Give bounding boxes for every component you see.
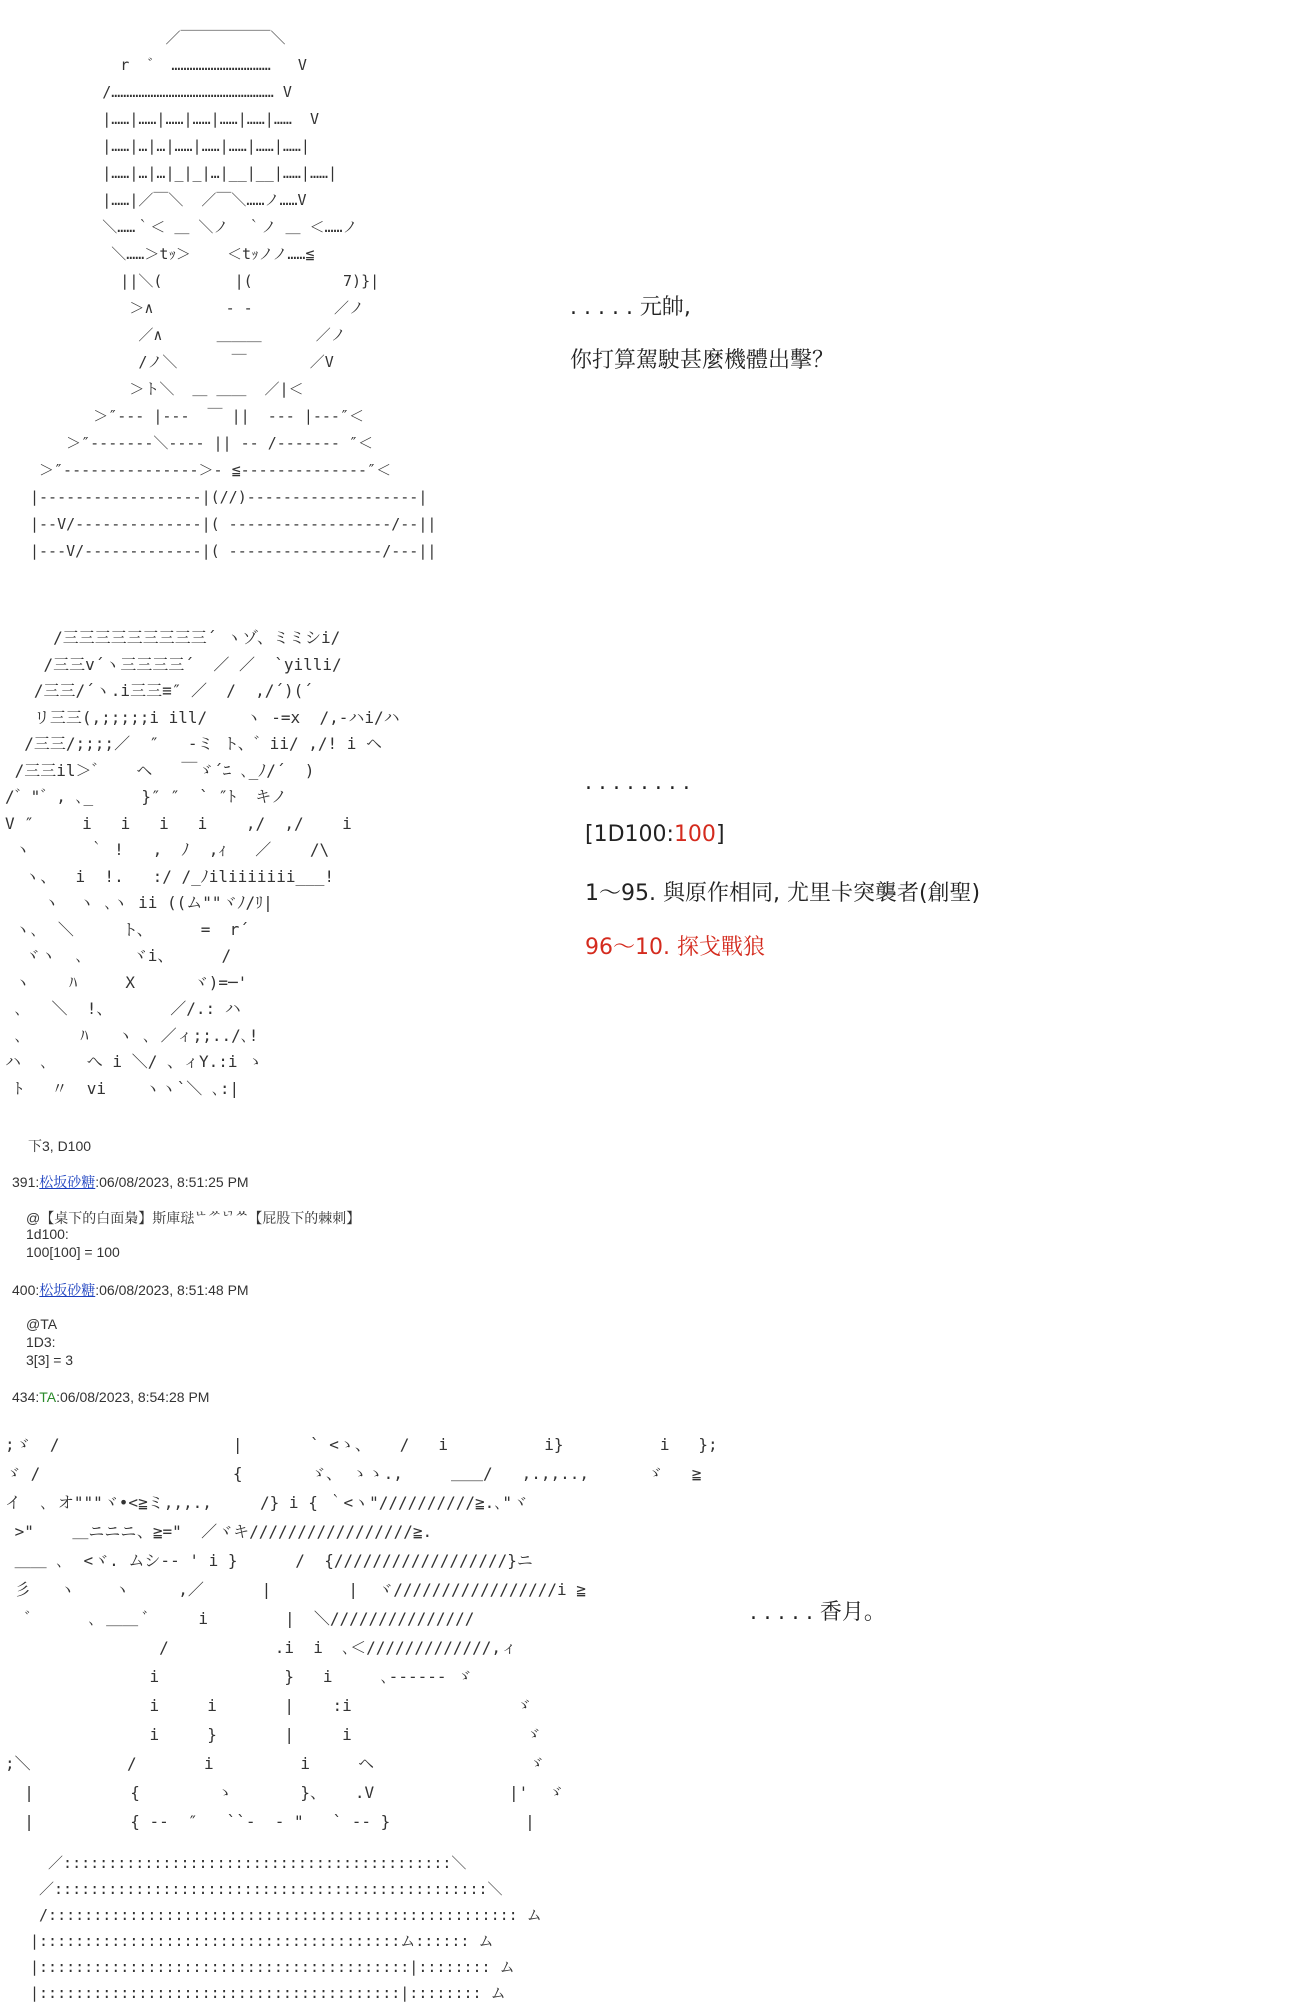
roll-option-1: 1～95. 與原作相同, 尤里卡突襲者(創聖) (585, 881, 981, 906)
post-date: :06/08/2023, 8:51:48 PM (95, 1282, 249, 1298)
ascii-art-character-standing: ;ゞ / | ` <ゝ、 / i i} i }; ゞ / { ゞ、 ゝゝ., ＿＿/ ,.,,.., ゞ ≧ イ ､ オ"""ヾ•<≧ミ,,,., /} i { ｀<ヽ"//////////≧.､"ヾ >" ＿ニニニ、≧=" ／ヾキ/////////////////≧. ＿＿ ､ <ヾ. ムシ-- ' i } / {//////////////////}ニ 彡 ヽ ヽ ,／ | | ヾ/////////////////i ≧ ゛ ､ ＿＿ ﾞ i | ＼/////////////// / .i i ､＜/////////////,ィ i } i ､------ ゞ i i | :i ゞ i } | i ゞ ;＼ / i i ヘ ゞ | { ゝ }、 .V |' ゞ | { -- ″ ``- - " ` -- } | (5, 1435, 718, 1831)
post-400-dice: 1D3: (26, 1334, 56, 1350)
roll-note: 下3, D100 (28, 1138, 92, 1154)
post-number: 400: (12, 1282, 40, 1298)
post-391-header (12, 1172, 249, 1192)
dice-roll-label: [1D100: (585, 822, 674, 847)
dialogue-question: 你打算駕駛甚麼機體出擊？ (570, 348, 835, 373)
ascii-art-marshal-portrait: ／￣￣￣￣￣￣＼ r ゛ …………………………… V /……………………………………………… V |……|……|……|……|……|……|…… V |……|…|…|……|……|……|……|……| |……|…|…|_|_|…|__|__|……|……| |……|／￣＼ ／￣＼……ノ……V ＼……｀＜ ＿ ＼ノ ｀ノ ＿ ＜……ノ ＼……＞tｯ＞ ＜tｯノノ……≦ ||＼( |( 7)}| ＞∧ - - ／ノ ／∧ ＿＿＿ ／ノ /ノ＼ ￣ ／V ＞ト＼ ＿ ＿＿ ／|＜ ＞″--- |--- ￣ || --- |---″＜ ＞″-------＼---- || -- /------- ″＜ ＞″---------------＞- ≦--------------″＜ |------------------|(//)-------------------| |--V/--------------|( ------------------/--|| |---V/-------------|( -----------------/---|| (30, 29, 437, 560)
post-400-body: @TA (26, 1316, 58, 1332)
post-400-header (12, 1280, 249, 1300)
post-434-header (12, 1389, 209, 1405)
post-number: 434: (12, 1389, 40, 1405)
roll-option-2: 96～10. 探戈戰狼 (585, 935, 765, 960)
dialogue-ellipsis: . . . . . . . . (585, 770, 690, 795)
post-user-name: TA (39, 1389, 57, 1405)
dialogue-marshal: . . . . . 元帥, (570, 295, 691, 320)
dice-roll-close: ] (715, 822, 725, 847)
post-number: 391: (12, 1174, 40, 1190)
dice-roll-line (585, 822, 725, 847)
ascii-art-hair-top: ／:::::::::::::::::::::::::::::::::::::::::::＼ ／::::::::::::::::::::::::::::::::::::::::::::::::＼ /:::::::::::::::::::::::::::::::::::::::::::::::::::: ム |::::::::::::::::::::::::::::::::::::::::ム:::::: ム |:::::::::::::::::::::::::::::::::::::::::|:::::::: ム |::::::::::::::::::::::::::::::::::::::::|:::::::: ム (30, 1854, 542, 2002)
post-date: :06/08/2023, 8:51:25 PM (95, 1174, 249, 1190)
post-391-body: @【桌下的白面梟】斯庫琺ᄔᄽᄓᄊ【屁股下的棘刺】 (26, 1210, 361, 1226)
dialogue-kazuki: . . . . . 香月。 (750, 1600, 886, 1625)
post-400-result: 3[3] = 3 (26, 1352, 74, 1368)
post-391-result: 100[100] = 100 (26, 1244, 120, 1260)
post-date: :06/08/2023, 8:54:28 PM (56, 1389, 210, 1405)
ascii-art-character-closeup: /三三三三三三三三三´ ヽゾ、ミミシi/ /三三v´ヽ三三三三´ ／ ／ `yilli/ /三三/´ヽ.i三三≡″ ／ / ,/´)(´ リ三三(,;;;;;i ill/ ヽ ‐=x /,-ハi/ハ /三三/;;;;／ ″ -ミ ト、゛ii/ ,/! i ヘ /三三il＞゛ ヘ ￣ゞ´ﾆ ､_ﾉ/´ ) /゛"゛, ､_ }″ ″ ` ″ﾄ キノ V ″ i i i i ,/ ,/ i ヽ ｀ ! , ﾉ ,ｨ ／ /\ ヽ、 i !. :/ /_ﾉiliiiiiii___! ヽ ヽ ､ヽ ii ((ム""ヾﾉ/ﾘ| ヽ､ ＼ ト、 = r´ ヾヽ ､ ヾi、 / ヽ ﾊ X ヾ)=─' ､ ＼ !、 ／/.: ハ ､ ﾊ ヽ ､ ／ィ;;../､! ハ ､ へ i ＼/ 、ィY.:i ゝ ﾄ 〃 vi ヽヽ`＼ ､:| (5, 628, 400, 1098)
dice-roll-value: 100 (673, 822, 716, 847)
post-user-link[interactable]: 松坂砂糖 (39, 1174, 96, 1190)
post-user-link[interactable]: 松坂砂糖 (39, 1282, 96, 1298)
post-391-dice: 1d100: (26, 1226, 69, 1242)
